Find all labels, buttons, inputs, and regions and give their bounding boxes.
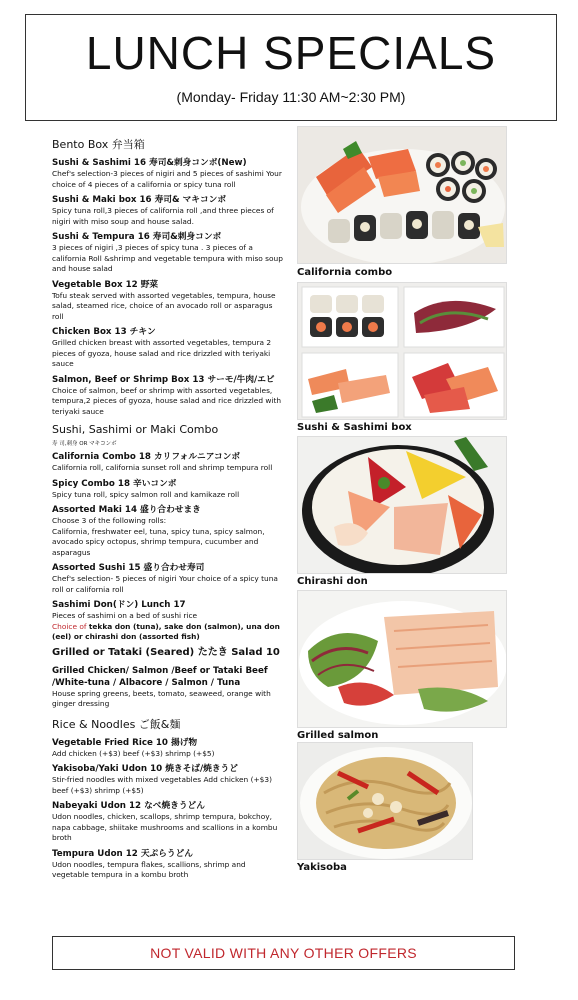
hours-subtitle: (Monday- Friday 11:30 AM~2:30 PM): [176, 89, 406, 105]
item-name: Sashimi Don(ドン) Lunch 17: [52, 600, 186, 610]
item-desc: Pieces of sashimi on a bed of sushi rice: [52, 611, 198, 620]
item-name: Sushi & Maki box 16 寿司& マキコンボ: [52, 195, 227, 205]
menu-item: [52, 647, 284, 710]
menu-item: [52, 374, 284, 418]
item-name: Tempura Udon 12 天ぷらうどん: [52, 848, 193, 859]
item-desc-strong: Choose 3 of the following rolls:: [52, 516, 167, 525]
menu-item: [52, 562, 284, 595]
item-desc: Choice of salmon, beef or shrimp with assorted vegetables, tempura,2 pieces of gyoza, house salad and rice drizzled with teriyaki sauce: [52, 385, 282, 416]
photo-caption: Yakisoba: [297, 862, 347, 873]
bento-box-image: [298, 283, 507, 420]
photo-sushi-sashimi-box: [297, 282, 507, 420]
choice-label: Choice of: [52, 621, 87, 631]
menu-item: [52, 763, 284, 796]
item-desc: Tofu steak served with assorted vegetables, tempura, house salad, steamed rice, choice of an avocado roll or asparagus roll: [52, 290, 276, 321]
section-note-combo: 寿 司,刺身 OR マキコンボ: [52, 441, 117, 447]
menu-item: [52, 478, 284, 501]
section-heading-bento: Bento Box 弁当箱: [52, 138, 145, 151]
footer-box: [52, 936, 515, 970]
item-name: Yakisoba/Yaki Udon 10 焼きそば/焼きうど: [52, 764, 238, 774]
menu-item: [52, 279, 284, 323]
photo-yakisoba: [297, 742, 473, 860]
menu-item: [52, 737, 284, 760]
item-desc: House spring greens, beets, tomato, seaweed, orange with ginger dressing: [52, 688, 271, 708]
item-name: Chicken Box 13 チキン: [52, 327, 156, 337]
item-desc: Udon noodles, chicken, scallops, shrimp tempura, bokchoy, napa cabbage, shiitake mushrooms and scallions in a kombu broth: [52, 812, 278, 842]
item-name: Grilled or Tataki (Seared) たたき Salad 10: [52, 646, 280, 658]
section-heading-combo: Sushi, Sashimi or Maki Combo: [52, 423, 219, 436]
menu-column: [52, 136, 284, 885]
menu-item: [52, 800, 284, 844]
item-name: Assorted Maki 14 盛り合わせまき: [52, 505, 201, 515]
item-name: Sushi & Tempura 16 寿司&刺身コンボ: [52, 232, 222, 242]
menu-item: [52, 326, 284, 370]
yakisoba-plate-image: [298, 743, 473, 860]
header-box: [25, 14, 557, 121]
page-title: LUNCH SPECIALS: [85, 27, 497, 79]
menu-item: [52, 194, 284, 227]
sushi-platter-image: [298, 127, 507, 264]
item-sub: Grilled Chicken/ Salmon /Beef or Tataki Beef /White-tuna / Albacore / Salmon / Tuna: [52, 665, 268, 688]
item-desc-choice: [52, 622, 284, 643]
item-name: Assorted Sushi 15 盛り合わせ寿司: [52, 563, 205, 573]
photo-caption: Chirashi don: [297, 576, 368, 587]
menu-item: [52, 451, 284, 474]
item-desc: 3 pieces of nigiri ,3 pieces of spicy tuna . 3 pieces of a california Roll &shrimp and vegetable tempura with miso soup and house salad: [52, 243, 283, 273]
item-name: Vegetable Fried Rice 10 揚げ物: [52, 737, 198, 748]
salmon-salad-image: [298, 591, 507, 728]
item-name: Vegetable Box 12 野菜: [52, 279, 159, 290]
photo-california-combo: [297, 126, 507, 264]
menu-item: [52, 157, 284, 190]
item-desc: Add chicken (+$3) beef (+$3) shrimp (+$5): [52, 748, 215, 758]
item-name: Sushi & Sashimi 16 寿司&刺身コンボ(New): [52, 158, 247, 168]
choice-options: tekka don (tuna), sake don (salmon), una don (eel) or chirashi don (assorted fish): [52, 621, 280, 641]
item-desc: Udon noodles, tempura flakes, scallions, shrimp and vegetable tempura in a kombu broth: [52, 859, 246, 879]
item-name: California Combo 18 カリフォルニアコンボ: [52, 452, 241, 462]
item-desc: Grilled chicken breast with assorted vegetables, tempura 2 pieces of gyoza, house salad and rice drizzled with teriyaki sauce: [52, 338, 272, 368]
item-name: Spicy Combo 18 辛いコンボ: [52, 478, 177, 489]
menu-item: [52, 848, 284, 881]
item-desc: California, freshwater eel, tuna, spicy tuna, spicy salmon, avocado spicy octopus, shrimp tempura, cucumber and asparagus: [52, 526, 265, 557]
disclaimer-text: NOT VALID WITH ANY OTHER OFFERS: [150, 945, 417, 961]
item-desc: Chef's selection- 5 pieces of nigiri Your choice of a spicy tuna roll or california roll: [52, 574, 278, 594]
photo-chirashi-don: [297, 436, 507, 574]
item-name: Nabeyaki Udon 12 なべ焼きうどん: [52, 801, 205, 811]
section-heading-noodles: Rice & Noodles ご飯&麺: [52, 717, 181, 731]
chirashi-bowl-image: [298, 437, 507, 574]
item-name: Salmon, Beef or Shrimp Box 13 サーモ/牛肉/エビ: [52, 374, 275, 385]
menu-item: [52, 504, 284, 558]
photo-caption: Grilled salmon: [297, 730, 379, 741]
item-desc: California roll, california sunset roll and shrimp tempura roll: [52, 463, 273, 472]
item-desc: Chef's selection-3 pieces of nigiri and 5 pieces of sashimi Your choice of 4 pieces of a california or spicy tuna roll: [52, 169, 282, 189]
menu-item: [52, 599, 284, 643]
menu-item: [52, 231, 284, 275]
item-desc: Spicy tuna roll, spicy salmon roll and kamikaze roll: [52, 489, 240, 499]
item-desc: Stir-fried noodles with mixed vegetables Add chicken (+$3) beef (+$3) shrimp (+$5): [52, 775, 272, 795]
photo-caption: Sushi & Sashimi box: [297, 422, 412, 433]
item-desc: Spicy tuna roll,3 pieces of california roll ,and three pieces of nigiri with miso soup and house salad.: [52, 206, 274, 226]
photo-grilled-salmon: [297, 590, 507, 728]
photo-caption: California combo: [297, 267, 393, 278]
